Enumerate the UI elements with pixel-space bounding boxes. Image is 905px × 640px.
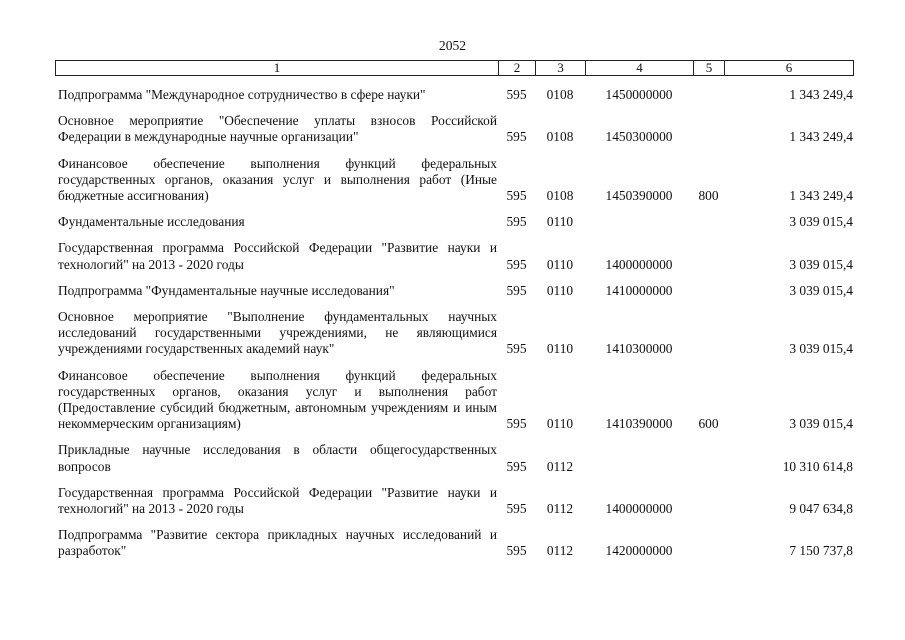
row-section: 0112 xyxy=(546,543,574,559)
row-target: 1410390000 xyxy=(605,416,673,432)
row-description: Основное мероприятие "Выполнение фундаментальных научных исследований государственными учреждениями, не являющимися учреждениями государственных академий наук" xyxy=(58,309,497,357)
row-description-cell xyxy=(55,103,498,145)
row-ministry: 595 xyxy=(506,501,527,517)
row-section: 0108 xyxy=(546,87,574,102)
row-target: 1410000000 xyxy=(605,282,673,298)
table-row xyxy=(55,273,853,299)
table-row xyxy=(55,146,853,205)
row-ministry: 595 xyxy=(506,256,527,272)
row-expense-type xyxy=(693,103,724,145)
row-ministry: 595 xyxy=(506,341,527,357)
row-description-cell xyxy=(55,299,498,358)
row-target: 1400000000 xyxy=(605,256,673,272)
row-section: 0110 xyxy=(546,341,574,357)
row-ministry: 595 xyxy=(506,458,527,474)
row-expense-type xyxy=(693,475,724,517)
column-header-4: 4 xyxy=(586,61,694,76)
table-row xyxy=(55,78,853,103)
row-amount: 3 039 015,4 xyxy=(789,416,853,432)
row-ministry: 595 xyxy=(506,188,527,204)
row-target: 1450390000 xyxy=(605,188,673,204)
column-header-6: 6 xyxy=(725,61,854,76)
table-row xyxy=(55,432,853,474)
row-amount: 3 039 015,4 xyxy=(789,256,853,272)
row-description-cell xyxy=(55,358,498,433)
row-ministry: 595 xyxy=(506,416,527,432)
row-description: Государственная программа Российской Федерации "Развитие науки и технологий" на 2013 - 2020 годы xyxy=(58,484,497,517)
column-header-1: 1 xyxy=(56,61,499,76)
row-target: 1450000000 xyxy=(605,87,673,102)
row-amount: 3 039 015,4 xyxy=(789,282,853,298)
table-row xyxy=(55,103,853,145)
row-expense-type xyxy=(693,230,724,272)
table-row xyxy=(55,475,853,517)
row-amount: 3 039 015,4 xyxy=(789,341,853,357)
row-description: Финансовое обеспечение выполнения функций федеральных государственных органов, оказания услуг и выполнения работ (Предоставление субсидий бюджетным, автономным учреждениям и иным некоммерческим организациям) xyxy=(58,367,497,432)
row-amount: 1 343 249,4 xyxy=(789,87,853,102)
row-description-cell xyxy=(55,230,498,272)
row-ministry: 595 xyxy=(506,129,527,145)
table-row xyxy=(55,204,853,230)
row-expense-type xyxy=(693,78,724,103)
row-ministry: 595 xyxy=(506,87,527,102)
row-target: 1400000000 xyxy=(605,501,673,517)
row-description: Основное мероприятие "Обеспечение уплаты взносов Российской Федерации в международные научные организации" xyxy=(58,113,497,145)
row-expense-type xyxy=(693,517,724,559)
row-expense-type xyxy=(693,273,724,299)
table-row xyxy=(55,517,853,559)
budget-table xyxy=(55,78,853,560)
column-header-3: 3 xyxy=(536,61,586,76)
row-section: 0112 xyxy=(546,501,574,517)
row-section: 0112 xyxy=(546,458,574,474)
row-amount: 3 039 015,4 xyxy=(789,214,853,230)
column-header-row xyxy=(56,61,854,76)
row-description-cell xyxy=(55,432,498,474)
row-expense-type xyxy=(693,299,724,358)
budget-table-body xyxy=(55,78,853,560)
row-section: 0110 xyxy=(546,214,574,230)
row-description-cell xyxy=(55,517,498,559)
row-ministry: 595 xyxy=(506,282,527,298)
row-amount: 10 310 614,8 xyxy=(782,458,853,474)
row-section: 0108 xyxy=(546,188,574,204)
row-amount: 7 150 737,8 xyxy=(789,543,853,559)
row-amount: 1 343 249,4 xyxy=(789,129,853,145)
row-amount: 1 343 249,4 xyxy=(789,188,853,204)
row-description-cell xyxy=(55,78,498,103)
row-section: 0110 xyxy=(546,282,574,298)
table-row xyxy=(55,299,853,358)
row-description-cell xyxy=(55,204,498,230)
row-target: 1410300000 xyxy=(605,341,673,357)
row-section: 0108 xyxy=(546,129,574,145)
table-row xyxy=(55,358,853,433)
row-expense-type xyxy=(693,204,724,230)
row-target: 1450300000 xyxy=(605,129,673,145)
row-ministry: 595 xyxy=(506,214,527,230)
column-header-5: 5 xyxy=(694,61,725,76)
row-description: Фундаментальные исследования xyxy=(58,214,245,230)
row-expense-type xyxy=(693,432,724,474)
row-description: Подпрограмма "Фундаментальные научные исследования" xyxy=(58,282,395,298)
row-target: 1420000000 xyxy=(605,543,673,559)
row-description: Прикладные научные исследования в области общегосударственных вопросов xyxy=(58,442,497,474)
row-description: Подпрограмма "Международное сотрудничество в сфере науки" xyxy=(58,87,426,102)
row-section: 0110 xyxy=(546,416,574,432)
row-description-cell xyxy=(55,273,498,299)
row-target xyxy=(585,432,693,474)
row-amount: 9 047 634,8 xyxy=(789,501,853,517)
column-header-2: 2 xyxy=(499,61,536,76)
row-description: Подпрограмма "Развитие сектора прикладных научных исследований и разработок" xyxy=(58,527,497,559)
column-header-table xyxy=(55,60,854,76)
row-expense-type: 600 xyxy=(698,416,719,432)
page-number: 2052 xyxy=(438,38,467,53)
row-expense-type: 800 xyxy=(698,188,719,204)
row-ministry: 595 xyxy=(506,543,527,559)
table-row xyxy=(55,230,853,272)
row-section: 0110 xyxy=(546,256,574,272)
row-description-cell xyxy=(55,475,498,517)
row-target xyxy=(585,204,693,230)
row-description: Финансовое обеспечение выполнения функций федеральных государственных органов, оказания услуг и выполнения работ (Иные бюджетные ассигнования) xyxy=(58,155,497,204)
row-description-cell xyxy=(55,146,498,205)
row-description: Государственная программа Российской Федерации "Развитие науки и технологий" на 2013 - 2020 годы xyxy=(58,240,497,272)
